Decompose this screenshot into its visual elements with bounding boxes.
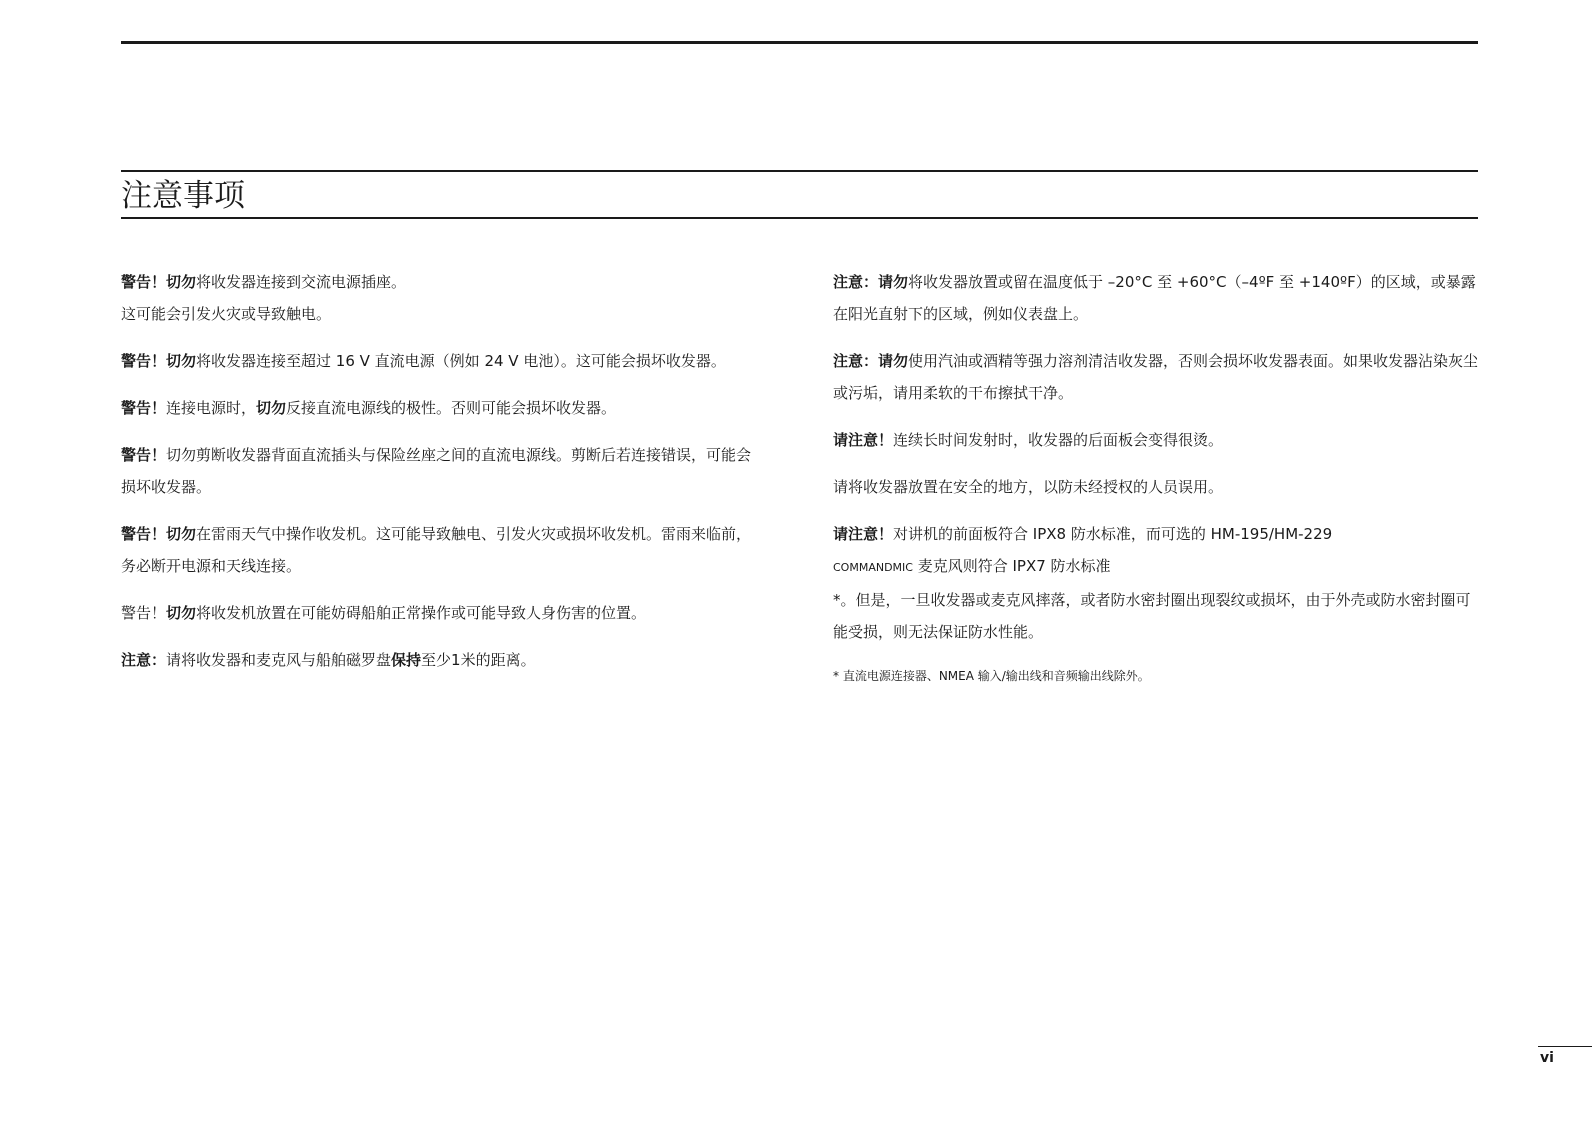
title-rule-top (121, 170, 1478, 172)
warning-dc-voltage: 警告！切勿将收发器连接至超过 16 V 直流电源（例如 24 V 电池）。这可能会损坏收发器。 (121, 352, 726, 370)
warning-polarity: 警告！连接电源时，切勿反接直流电源线的极性。否则可能会损坏收发器。 (121, 399, 617, 417)
caution-temperature: 注意：请勿将收发器放置或留在温度低于 –20°C 至 +60°C（–4ºF 至 +140ºF）的区域，或暴露在阳光直射下的区域，例如仪表盘上。 (833, 273, 1476, 323)
right-column (833, 266, 1481, 702)
note-secure-placement: 请将收发器放置在安全的地方，以防未经授权的人员误用。 (833, 478, 1224, 496)
footnote: * 直流电源连接器、NMEA 输入/输出线和音频输出线除外。 (833, 669, 1150, 683)
warning-thunderstorm: 警告！切勿在雷雨天气中操作收发机。这可能导致触电、引发火灾或损坏收发机。雷雨来临前，务必断开电源和天线连接。 (121, 525, 752, 575)
note-rear-panel-heat: 请注意！连续长时间发射时，收发器的后面板会变得很烫。 (833, 431, 1224, 449)
title-rule-bottom (121, 217, 1478, 219)
caution-cleaning: 注意：请勿使用汽油或酒精等强力溶剂清洁收发器，否则会损坏收发器表面。如果收发器沾染灰尘或污垢，请用柔软的干布擦拭干净。 (833, 352, 1479, 402)
warning-placement: 警告！切勿将收发机放置在可能妨碍船舶正常操作或可能导致人身伤害的位置。 (121, 604, 647, 622)
header-rule (121, 41, 1478, 44)
warning-power-cable: 警告！切勿剪断收发器背面直流插头与保险丝座之间的直流电源线。剪断后若连接错误，可能会损坏收发器。 (121, 446, 752, 496)
page-number-rule (1538, 1046, 1592, 1047)
left-column (121, 266, 766, 691)
caution-compass: 注意：请将收发器和麦克风与船舶磁罗盘保持至少1米的距离。 (121, 651, 536, 669)
note-waterproof-continued: *。但是，一旦收发器或麦克风摔落，或者防水密封圈出现裂纹或损坏，由于外壳或防水密封圈可能受损，则无法保证防水性能。 (833, 591, 1471, 641)
note-waterproof: 请注意！对讲机的前面板符合 IPX8 防水标准，而可选的 HM-195/HM-229 COMMANDMIC 麦克风则符合 IPX7 防水标准 (833, 525, 1333, 575)
page-title: 注意事项 (121, 178, 245, 214)
page-number: vi (1540, 1050, 1554, 1066)
warning-ac-power: 警告！切勿将收发器连接到交流电源插座。 这可能会引发火灾或导致触电。 (121, 273, 407, 323)
